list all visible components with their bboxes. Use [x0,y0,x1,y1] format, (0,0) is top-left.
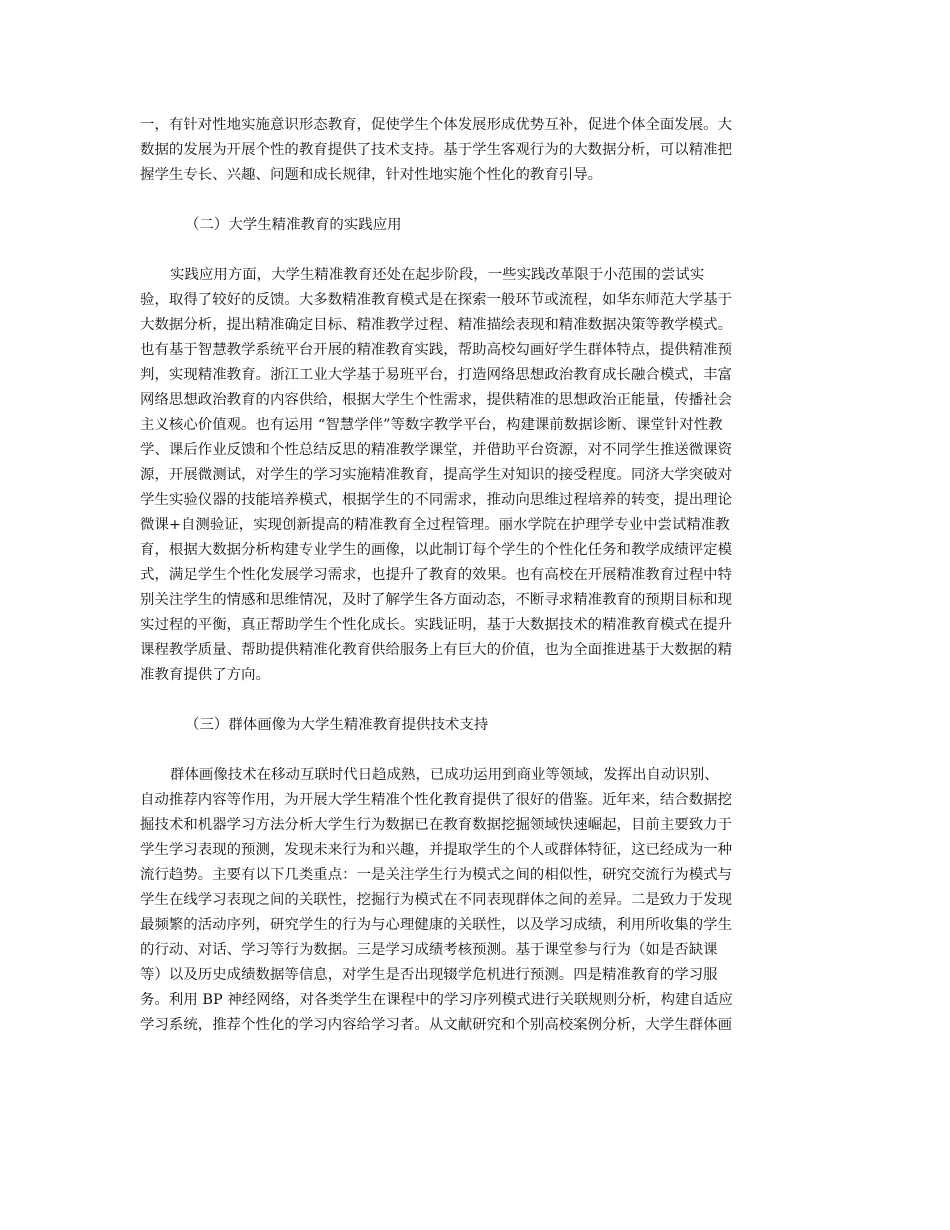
section-3-line-1: 群体画像技术在移动互联时代日趋成熟，已成功运用到商业等领域，发挥出自动识别、 [170,767,719,783]
section-3-heading: （三）群体画像为大学生精准教育提供技术支持 [185,717,489,733]
section-2-line-13: 式，满足学生个性化发展学习需求，也提升了教育的效果。也有高校在开展精准教育过程中特 [140,567,733,583]
section-2-heading: （二）大学生精准教育的实践应用 [185,217,402,233]
section-2-line-8: 学、课后作业反馈和个性总结反思的精准教学课堂，并借助平台资源，对不同学生推送微课资 [140,442,733,458]
section-3-line-11: 学习系统，推荐个性化的学习内容给学习者。从文献研究和个别高校案例分析，大学生群体画 [140,1017,733,1033]
section-3-line-9: 等）以及历史成绩数据等信息，对学生是否出现辍学危机进行预测。四是精准教育的学习服 [140,967,718,983]
section-2-line-17: 准教育提供了方向。 [140,667,270,683]
section-2-line-15: 实过程的平衡，真正帮助学生个性化成长。实践证明，基于大数据技术的精准教育模式在提升 [140,617,733,633]
section-2-line-16: 课程教学质量、帮助提供精准化教育供给服务上有巨大的价值，也为全面推进基于大数据的精 [140,642,733,658]
section-2-line-14: 别关注学生的情感和思维情况，及时了解学生各方面动态，不断寻求精准教育的预期目标和现 [140,592,733,608]
section-2-line-9: 源，开展微测试，对学生的学习实施精准教育，提高学生对知识的接受程度。同济大学突破对 [140,467,733,483]
section-2-line-7: 主义核心价值观。也有运用 “智慧学伴”等数字教学平台，构建课前数据诊断、课堂针对性教 [140,417,723,433]
section-2-line-5: 判，实现精准教育。浙江工业大学基于易班平台，打造网络思想政治教育成长融合模式，丰富 [140,367,733,383]
section-2-line-6: 网络思想政治教育的内容供给，根据大学生个性需求，提供精准的思想政治正能量，传播社会 [140,392,733,408]
section-3-line-10: 务。利用 BP 神经网络，对各类学生在课程中的学习序列模式进行关联规则分析，构建自适应 [140,992,733,1008]
section-2-line-12: 育，根据大数据分析构建专业学生的画像，以此制订每个学生的个性化任务和教学成绩评定模 [140,542,733,558]
intro-line-1: 一，有针对性地实施意识形态教育，促使学生个体发展形成优势互补，促进个体全面发展。大 [140,117,733,133]
section-2-line-2: 验，取得了较好的反馈。大多数精准教育模式是在探索一般环节或流程，如华东师范大学基于 [140,292,733,308]
intro-line-3: 握学生专长、兴趣、问题和成长规律，针对性地实施个性化的教育引导。 [140,167,603,183]
section-3-line-5: 流行趋势。主要有以下几类重点：一是关注学生行为模式之间的相似性，研究交流行为模式与 [140,867,733,883]
section-2-line-1: 实践应用方面，大学生精准教育还处在起步阶段，一些实践改革限于小范围的尝试实 [170,267,705,283]
section-3-line-7: 最频繁的活动序列，研究学生的行为与心理健康的关联性，以及学习成绩，利用所收集的学生 [140,917,733,933]
section-3-line-2: 自动推荐内容等作用，为开展大学生精准个性化教育提供了很好的借鉴。近年来，结合数据挖 [140,792,733,808]
section-2-line-4: 也有基于智慧教学系统平台开展的精准教育实践，帮助高校勾画好学生群体特点，提供精准预 [140,342,733,358]
section-2-line-3: 大数据分析，提出精准确定目标、精准教学过程、精准描绘表现和精准数据决策等教学模式。 [140,317,733,333]
section-2-line-11: 微课+自测验证，实现创新提高的精准教育全过程管理。丽水学院在护理学专业中尝试精准教 [140,517,730,533]
section-3-line-4: 学生学习表现的预测，发现未来行为和兴趣，并提取学生的个人或群体特征，这已经成为一种 [140,842,733,858]
section-3-line-8: 的行动、对话、学习等行为数据。三是学习成绩考核预测。基于课堂参与行为（如是否缺课 [140,942,718,958]
section-2-line-10: 学生实验仪器的技能培养模式，根据学生的不同需求，推动向思维过程培养的转变，提出理论 [140,492,733,508]
intro-line-2: 数据的发展为开展个性的教育提供了技术支持。基于学生客观行为的大数据分析，可以精准把 [140,142,733,158]
section-3-line-6: 学生在线学习表现之间的关联性，挖掘行为模式在不同表现群体之间的差异。二是致力于发现 [140,892,733,908]
section-3-line-3: 掘技术和机器学习方法分析大学生行为数据已在教育数据挖掘领域快速崛起，目前主要致力于 [140,817,733,833]
